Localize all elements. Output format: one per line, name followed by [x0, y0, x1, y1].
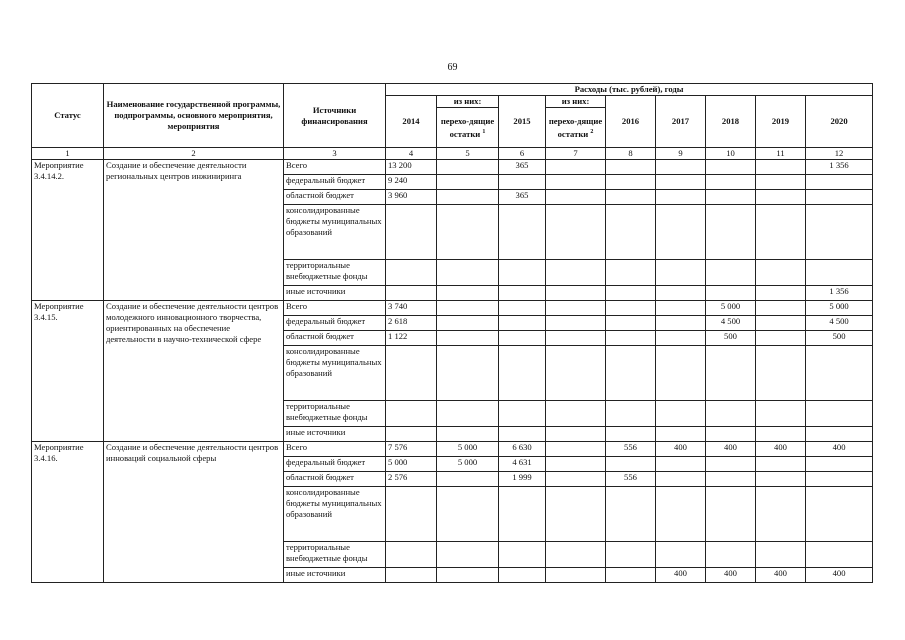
activity-status: Мероприятие 3.4.14.2. [32, 160, 104, 301]
activity-name: Создание и обеспечение деятельности центров инноваций социальной сферы [104, 442, 284, 583]
value-cell [437, 427, 499, 442]
value-cell [756, 286, 806, 301]
source-label: федеральный бюджет [284, 175, 386, 190]
value-cell [656, 190, 706, 205]
value-cell [606, 542, 656, 568]
value-cell [386, 427, 437, 442]
value-cell [546, 316, 606, 331]
value-cell [499, 487, 546, 542]
value-cell [656, 175, 706, 190]
value-cell [437, 568, 499, 583]
value-cell [546, 542, 606, 568]
value-cell [606, 205, 656, 260]
value-cell [437, 175, 499, 190]
value-cell: 4 500 [806, 316, 873, 331]
footnote-marker: 1 [482, 128, 486, 135]
activity-name: Создание и обеспечение деятельности центров молодежного инновационного творчества, ориентированных на обеспечение деятельности в научно-технической сфере [104, 301, 284, 442]
value-cell [386, 568, 437, 583]
value-cell [386, 542, 437, 568]
source-label: консолидированные бюджеты муниципальных образований [284, 205, 386, 260]
value-cell [706, 427, 756, 442]
value-cell [656, 457, 706, 472]
value-cell: 400 [656, 568, 706, 583]
value-cell: 1 356 [806, 286, 873, 301]
value-cell [806, 457, 873, 472]
budget-table [31, 83, 873, 583]
carryover-label: перехо-дящие остатки [440, 115, 495, 139]
value-cell [606, 346, 656, 401]
value-cell [706, 542, 756, 568]
value-cell [499, 301, 546, 316]
header-year-2014: 2014 [386, 96, 437, 148]
value-cell [706, 205, 756, 260]
value-cell [546, 346, 606, 401]
value-cell [656, 401, 706, 427]
column-number: 7 [546, 148, 606, 160]
header-year-2017: 2017 [656, 96, 706, 148]
value-cell: 7 576 [386, 442, 437, 457]
value-cell [546, 568, 606, 583]
value-cell [437, 346, 499, 401]
value-cell: 2 618 [386, 316, 437, 331]
value-cell [706, 487, 756, 542]
value-cell [386, 487, 437, 542]
value-cell [437, 190, 499, 205]
value-cell: 400 [706, 442, 756, 457]
value-cell [806, 346, 873, 401]
value-cell [606, 286, 656, 301]
value-cell [756, 316, 806, 331]
value-cell: 5 000 [437, 442, 499, 457]
value-cell [756, 401, 806, 427]
value-cell: 400 [756, 568, 806, 583]
value-cell [546, 457, 606, 472]
value-cell: 365 [499, 190, 546, 205]
value-cell [806, 472, 873, 487]
source-label: федеральный бюджет [284, 316, 386, 331]
header-year-2020: 2020 [806, 96, 873, 148]
column-number: 10 [706, 148, 756, 160]
value-cell [806, 260, 873, 286]
value-cell [499, 427, 546, 442]
value-cell [656, 205, 706, 260]
source-label: консолидированные бюджеты муниципальных образований [284, 346, 386, 401]
column-number: 5 [437, 148, 499, 160]
value-cell [386, 401, 437, 427]
value-cell [606, 401, 656, 427]
value-cell [756, 427, 806, 442]
value-cell [499, 260, 546, 286]
value-cell [706, 457, 756, 472]
value-cell [606, 175, 656, 190]
value-cell [656, 316, 706, 331]
value-cell [756, 472, 806, 487]
page-number: 69 [447, 62, 458, 73]
value-cell [606, 331, 656, 346]
value-cell [706, 286, 756, 301]
value-cell [499, 568, 546, 583]
value-cell [546, 487, 606, 542]
value-cell: 3 740 [386, 301, 437, 316]
value-cell [546, 205, 606, 260]
value-cell [606, 301, 656, 316]
value-cell [656, 331, 706, 346]
header-of-them-2014: из них: [437, 96, 499, 108]
value-cell [499, 316, 546, 331]
carryover-label: перехо-дящие остатки [548, 115, 603, 139]
value-cell: 5 000 [386, 457, 437, 472]
value-cell: 9 240 [386, 175, 437, 190]
header-year-2016: 2016 [606, 96, 656, 148]
value-cell [546, 190, 606, 205]
column-number: 6 [499, 148, 546, 160]
source-label: федеральный бюджет [284, 457, 386, 472]
value-cell: 556 [606, 442, 656, 457]
value-cell [546, 160, 606, 175]
value-cell [546, 301, 606, 316]
value-cell [756, 301, 806, 316]
value-cell [437, 160, 499, 175]
header-year-2019: 2019 [756, 96, 806, 148]
value-cell: 400 [756, 442, 806, 457]
value-cell [706, 260, 756, 286]
column-number: 8 [606, 148, 656, 160]
value-cell [606, 568, 656, 583]
value-cell [437, 472, 499, 487]
value-cell [656, 487, 706, 542]
value-cell: 400 [706, 568, 756, 583]
header-year-2015: 2015 [499, 96, 546, 148]
header-carryover-2014 [437, 108, 499, 148]
value-cell [546, 442, 606, 457]
value-cell [546, 401, 606, 427]
value-cell [706, 401, 756, 427]
header-of-them-2015: из них: [546, 96, 606, 108]
header-sources: Источники финансирования [284, 84, 386, 148]
value-cell [756, 457, 806, 472]
value-cell [606, 316, 656, 331]
value-cell [706, 472, 756, 487]
value-cell [806, 427, 873, 442]
value-cell [437, 286, 499, 301]
activity-status: Мероприятие 3.4.15. [32, 301, 104, 442]
value-cell: 365 [499, 160, 546, 175]
header-carryover-2015 [546, 108, 606, 148]
value-cell [606, 487, 656, 542]
source-label: Всего [284, 160, 386, 175]
column-number: 9 [656, 148, 706, 160]
value-cell [499, 331, 546, 346]
value-cell [706, 190, 756, 205]
value-cell [546, 286, 606, 301]
value-cell [806, 175, 873, 190]
value-cell: 5 000 [806, 301, 873, 316]
value-cell [437, 331, 499, 346]
value-cell [437, 301, 499, 316]
column-number: 2 [104, 148, 284, 160]
value-cell: 500 [706, 331, 756, 346]
value-cell [656, 301, 706, 316]
value-cell [437, 487, 499, 542]
value-cell [546, 427, 606, 442]
value-cell [606, 160, 656, 175]
value-cell [756, 260, 806, 286]
value-cell [499, 542, 546, 568]
source-label: территориальные внебюджетные фонды [284, 401, 386, 427]
value-cell [806, 542, 873, 568]
value-cell: 1 122 [386, 331, 437, 346]
source-label: областной бюджет [284, 331, 386, 346]
value-cell: 4 500 [706, 316, 756, 331]
column-number: 12 [806, 148, 873, 160]
value-cell [437, 260, 499, 286]
value-cell [499, 205, 546, 260]
header-year-2018: 2018 [706, 96, 756, 148]
value-cell [386, 286, 437, 301]
value-cell: 3 960 [386, 190, 437, 205]
value-cell [386, 260, 437, 286]
value-cell [499, 286, 546, 301]
value-cell [546, 331, 606, 346]
value-cell: 1 356 [806, 160, 873, 175]
source-label: Всего [284, 301, 386, 316]
value-cell [606, 427, 656, 442]
value-cell [656, 542, 706, 568]
value-cell [756, 346, 806, 401]
value-cell [386, 205, 437, 260]
source-label: иные источники [284, 568, 386, 583]
value-cell: 556 [606, 472, 656, 487]
value-cell: 6 630 [499, 442, 546, 457]
value-cell: 500 [806, 331, 873, 346]
source-label: Всего [284, 442, 386, 457]
value-cell [499, 346, 546, 401]
column-number: 11 [756, 148, 806, 160]
header-name: Наименование государственной программы, подпрограммы, основного мероприятия, мероприятия [104, 84, 284, 148]
header-status: Статус [32, 84, 104, 148]
value-cell [546, 472, 606, 487]
source-label: областной бюджет [284, 472, 386, 487]
value-cell [499, 175, 546, 190]
source-label: областной бюджет [284, 190, 386, 205]
value-cell [437, 401, 499, 427]
value-cell [606, 260, 656, 286]
value-cell [756, 542, 806, 568]
activity-status: Мероприятие 3.4.16. [32, 442, 104, 583]
value-cell [806, 401, 873, 427]
value-cell: 5 000 [437, 457, 499, 472]
value-cell [706, 175, 756, 190]
value-cell [546, 175, 606, 190]
column-number: 1 [32, 148, 104, 160]
value-cell [437, 542, 499, 568]
source-label: территориальные внебюджетные фонды [284, 542, 386, 568]
value-cell [656, 346, 706, 401]
value-cell [706, 160, 756, 175]
value-cell [656, 160, 706, 175]
table-row [32, 301, 873, 316]
value-cell: 5 000 [706, 301, 756, 316]
value-cell [437, 205, 499, 260]
value-cell [806, 205, 873, 260]
column-number: 3 [284, 148, 386, 160]
value-cell: 400 [656, 442, 706, 457]
value-cell [656, 427, 706, 442]
value-cell [756, 205, 806, 260]
header-expenses: Расходы (тыс. рублей), годы [386, 84, 873, 96]
value-cell [806, 190, 873, 205]
column-number: 4 [386, 148, 437, 160]
value-cell: 13 200 [386, 160, 437, 175]
value-cell: 2 576 [386, 472, 437, 487]
source-label: консолидированные бюджеты муниципальных образований [284, 487, 386, 542]
value-cell [656, 472, 706, 487]
value-cell [437, 316, 499, 331]
value-cell [756, 331, 806, 346]
value-cell [756, 190, 806, 205]
source-label: территориальные внебюджетные фонды [284, 260, 386, 286]
value-cell [756, 487, 806, 542]
value-cell [656, 260, 706, 286]
value-cell [606, 190, 656, 205]
footnote-marker: 2 [590, 128, 594, 135]
table-row [32, 160, 873, 175]
value-cell [756, 160, 806, 175]
value-cell [656, 286, 706, 301]
value-cell: 4 631 [499, 457, 546, 472]
value-cell [606, 457, 656, 472]
value-cell [386, 346, 437, 401]
value-cell [499, 401, 546, 427]
value-cell [706, 346, 756, 401]
activity-name: Создание и обеспечение деятельности региональных центров инжиниринга [104, 160, 284, 301]
value-cell: 1 999 [499, 472, 546, 487]
value-cell [806, 487, 873, 542]
value-cell [756, 175, 806, 190]
table-row [32, 442, 873, 457]
source-label: иные источники [284, 286, 386, 301]
value-cell: 400 [806, 442, 873, 457]
column-number-row [32, 148, 873, 160]
source-label: иные источники [284, 427, 386, 442]
value-cell [546, 260, 606, 286]
value-cell: 400 [806, 568, 873, 583]
